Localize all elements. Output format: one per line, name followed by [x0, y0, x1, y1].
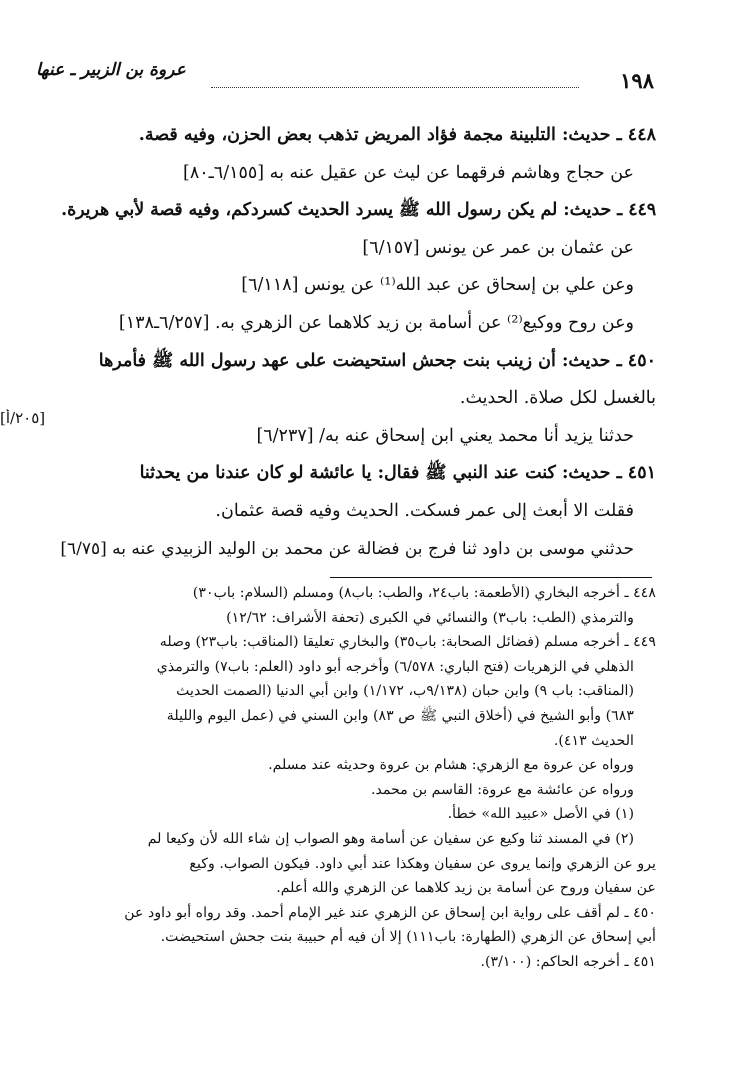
isnad-line: حدثنا يزيد أنا محمد يعني ابن إسحاق عنه به/ [٦/٢٣٧]: [256, 425, 634, 446]
footnote-line: (١) في الأصل «عبيد الله» خطأ.: [447, 806, 634, 823]
footnote-line: ٤٤٩ ـ أخرجه مسلم (فضائل الصحابة: باب٣٥) والبخاري تعليقا (المناقب: باب٢٣) وصله: [159, 634, 656, 651]
isnad-line: عن عثمان بن عمر عن يونس [٦/١٥٧]: [362, 237, 634, 258]
footnote-line: (المناقب: باب ٩) وابن حبان (٩/١٣٨ب، ١/١٧٢) وابن أبي الدنيا (الصمت الحديث: [176, 683, 634, 700]
footnote-line: والترمذي (الطب: باب٣) والنسائي في الكبرى (تحفة الأشراف: ١٢/٦٢): [226, 609, 634, 626]
footnote-line: الحديث ٤١٣).: [553, 732, 634, 749]
footnote-line: يرو عن الزهري وإنما يروى عن سفيان وهكذا عند أبي داود. فيكون الصواب. وكيع: [189, 855, 656, 872]
footnote-line: أبي إسحاق عن الزهري (الطهارة: باب١١١) إلا أن فيه أم حبيبة بنت جحش استحيضت.: [160, 929, 656, 946]
hadith-451-line: ٤٥١ ـ حديث: كنت عند النبي ﷺ فقال: يا عائشة لو كان عندنا من يحدثنا: [139, 463, 656, 484]
page-number: ١٩٨: [620, 68, 654, 93]
footnote-line: الذهلي في الزهريات (فتح الباري: ٦/٥٧٨) وأخرجه أبو داود (العلم: باب٧) والترمذي: [156, 658, 634, 675]
header-dotted-rule: [211, 87, 579, 88]
footnote-line: ٦٨٣) وأبو الشيخ في (أخلاق النبي ﷺ ص ٨٣) وابن السني في (عمل اليوم والليلة: [166, 707, 634, 724]
main-text: [56, 117, 656, 568]
isnad-line: وعن علي بن إسحاق عن عبد الله⁽¹⁾ عن يونس [٦/١١٨]: [241, 275, 634, 296]
hadith-448-line: ٤٤٨ ـ حديث: التلبينة مجمة فؤاد المريض تذهب بعض الحزن، وفيه قصة.: [138, 125, 656, 145]
hadith-451-continuation: فقلت الا أبعث إلى عمر فسكت. الحديث وفيه قصة عثمان.: [215, 500, 634, 521]
footnote-line: ورواه عن عائشة مع عروة: القاسم بن محمد.: [370, 781, 634, 798]
running-title: عروة بن الزبير ـ عنها: [36, 60, 186, 80]
footnote-line: عن سفيان وروح عن أسامة بن زيد كلاهما عن الزهري والله أعلم.: [276, 880, 656, 897]
hadith-450-line: ٤٥٠ ـ حديث: أن زينب بنت جحش استحيضت على عهد رسول الله ﷺ فأمرها: [98, 350, 656, 371]
margin-folio-note: [٢٠٥/أ]: [0, 409, 45, 427]
isnad-line: عن حجاج وهاشم فرقهما عن ليث عن عقيل عنه به [٦/١٥٥ـ٨٠]: [183, 162, 634, 183]
footnote-line: ورواه عن عروة مع الزهري: هشام بن عروة وحديثه عند مسلم.: [268, 757, 634, 774]
footnote-line: ٤٥١ ـ أخرجه الحاكم: (٣/١٠٠).: [480, 953, 656, 970]
footnote-separator: [330, 577, 652, 578]
footnote-line: ٤٤٨ ـ أخرجه البخاري (الأطعمة: باب٢٤، والطب: باب٨) ومسلم (السلام: باب٣٠): [192, 585, 656, 601]
footnote-line: (٢) في المسند ثنا وكيع عن سفيان عن أسامة وهو الصواب إن شاء الله لأن وكيعا لم: [147, 830, 634, 847]
hadith-450-continuation: بالغسل لكل صلاة. الحديث.: [459, 388, 656, 409]
isnad-line: وعن روح ووكيع⁽²⁾ عن أسامة بن زيد كلاهما عن الزهري به. [٦/٢٥٧ـ١٣٨]: [118, 312, 634, 333]
isnad-line: حدثني موسى بن داود ثنا فرج بن فضالة عن محمد بن الوليد الزبيدي عنه به [٦/٧٥]: [60, 538, 634, 559]
hadith-449-line: ٤٤٩ ـ حديث: لم يكن رسول الله ﷺ يسرد الحديث كسردكم، وفيه قصة لأبي هريرة.: [61, 200, 656, 221]
footnotes: [56, 581, 656, 975]
page-header: [36, 60, 654, 94]
footnote-line: ٤٥٠ ـ لم أقف على رواية ابن إسحاق عن الزهري عند غير الإمام أحمد. وقد رواه أبو داود عن: [124, 904, 656, 921]
